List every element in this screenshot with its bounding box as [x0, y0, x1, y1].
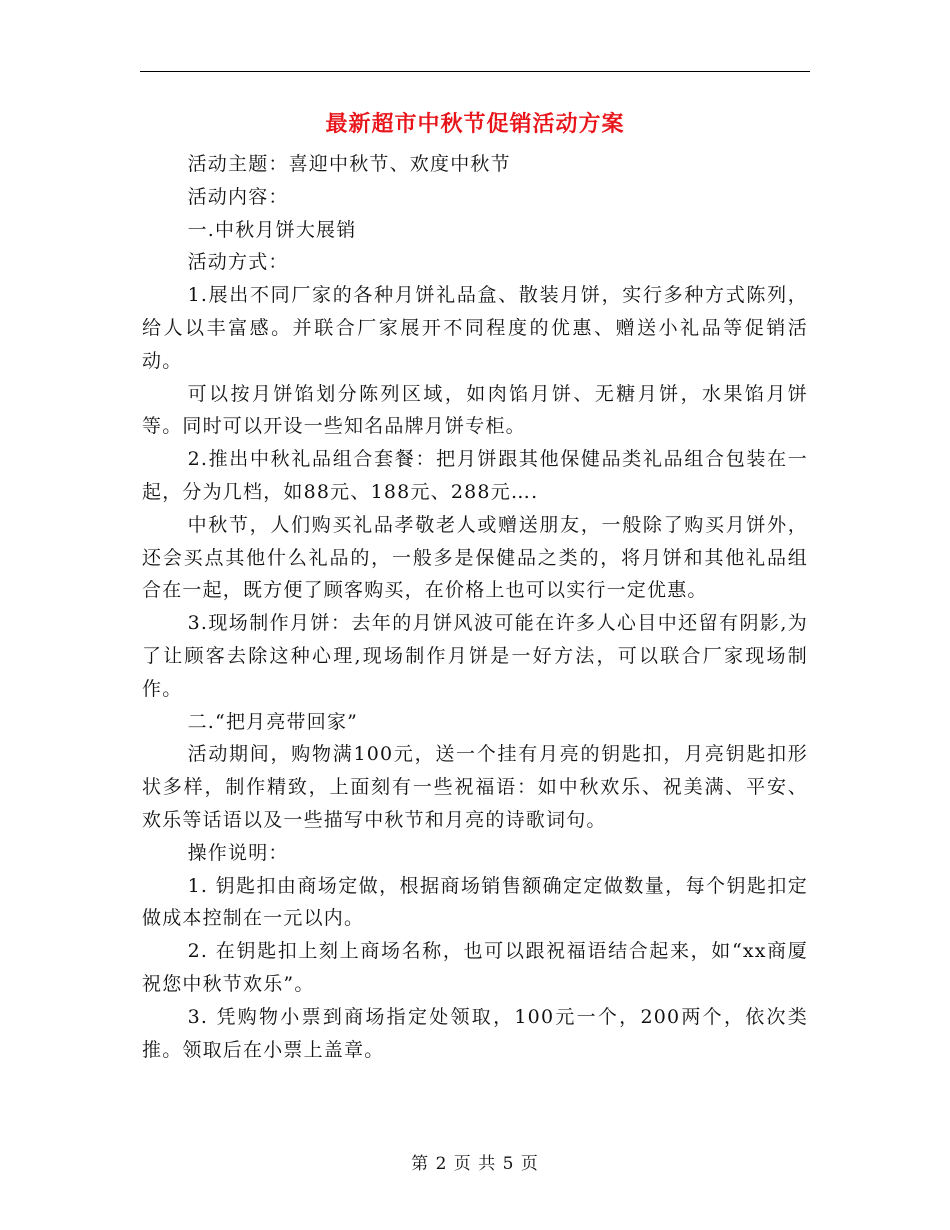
paragraph-method-label: 活动方式：: [187, 251, 289, 274]
paragraph: 中秋节，人们购买礼品孝敬老人或赠送朋友，一般除了购买月饼外，还会买点其他什么礼品的，一般多是保健品之类的，将月饼和其他礼品组合在一起，既方便了顾客购买，在价格上也可以实行一定优惠。: [142, 513, 808, 602]
paragraph-item-1: 1.展出不同厂家的各种月饼礼品盒、散装月饼，实行多种方式陈列，给人以丰富感。并联合厂家展开不同程度的优惠、赠送小礼品等促销活动。: [142, 284, 808, 372]
header-rule: [140, 71, 810, 72]
paragraph-operation-label: 操作说明：: [187, 841, 289, 864]
document-title: 最新超市中秋节促销活动方案: [325, 112, 625, 137]
document-body: [142, 148, 808, 1066]
paragraph: 活动期间，购物满100元，送一个挂有月亮的钥匙扣，月亮钥匙扣形状多样，制作精致，上面刻有一些祝福语：如中秋欢乐、祝美满、平安、欢乐等话语以及一些描写中秋节和月亮的诗歌词句。: [142, 743, 808, 831]
paragraph-item-3: 3.现场制作月饼：去年的月饼风波可能在许多人心目中还留有阴影,为了让顾客去除这种心理,现场制作月饼是一好方法，可以联合厂家现场制作。: [142, 612, 808, 700]
paragraph: 可以按月饼馅划分陈列区域，如肉馅月饼、无糖月饼，水果馅月饼等。同时可以开设一些知名品牌月饼专柜。: [142, 382, 808, 438]
paragraph-theme: 活动主题：喜迎中秋节、欢度中秋节: [187, 153, 511, 175]
paragraph-content-label: 活动内容：: [187, 185, 289, 208]
section-heading-2: 二.“把月亮带回家”: [187, 710, 359, 733]
paragraph-item-2: 2.推出中秋礼品组合套餐：把月饼跟其他保健品类礼品组合包装在一起，分为几档，如88元、188元、288元….: [142, 448, 808, 503]
section-heading-1: 一.中秋月饼大展销: [187, 218, 357, 241]
page-number: 第 2 页 共 5 页: [411, 1154, 539, 1174]
paragraph-step-1: 1. 钥匙扣由商场定做，根据商场销售额确定定做数量，每个钥匙扣定做成本控制在一元以内。: [142, 874, 808, 930]
paragraph-step-2: 2. 在钥匙扣上刻上商场名称，也可以跟祝福语结合起来，如“xx商厦祝您中秋节欢乐”。: [142, 940, 808, 995]
paragraph-step-3: 3. 凭购物小票到商场指定处领取，100元一个，200两个，依次类推。领取后在小票上盖章。: [142, 1005, 808, 1061]
